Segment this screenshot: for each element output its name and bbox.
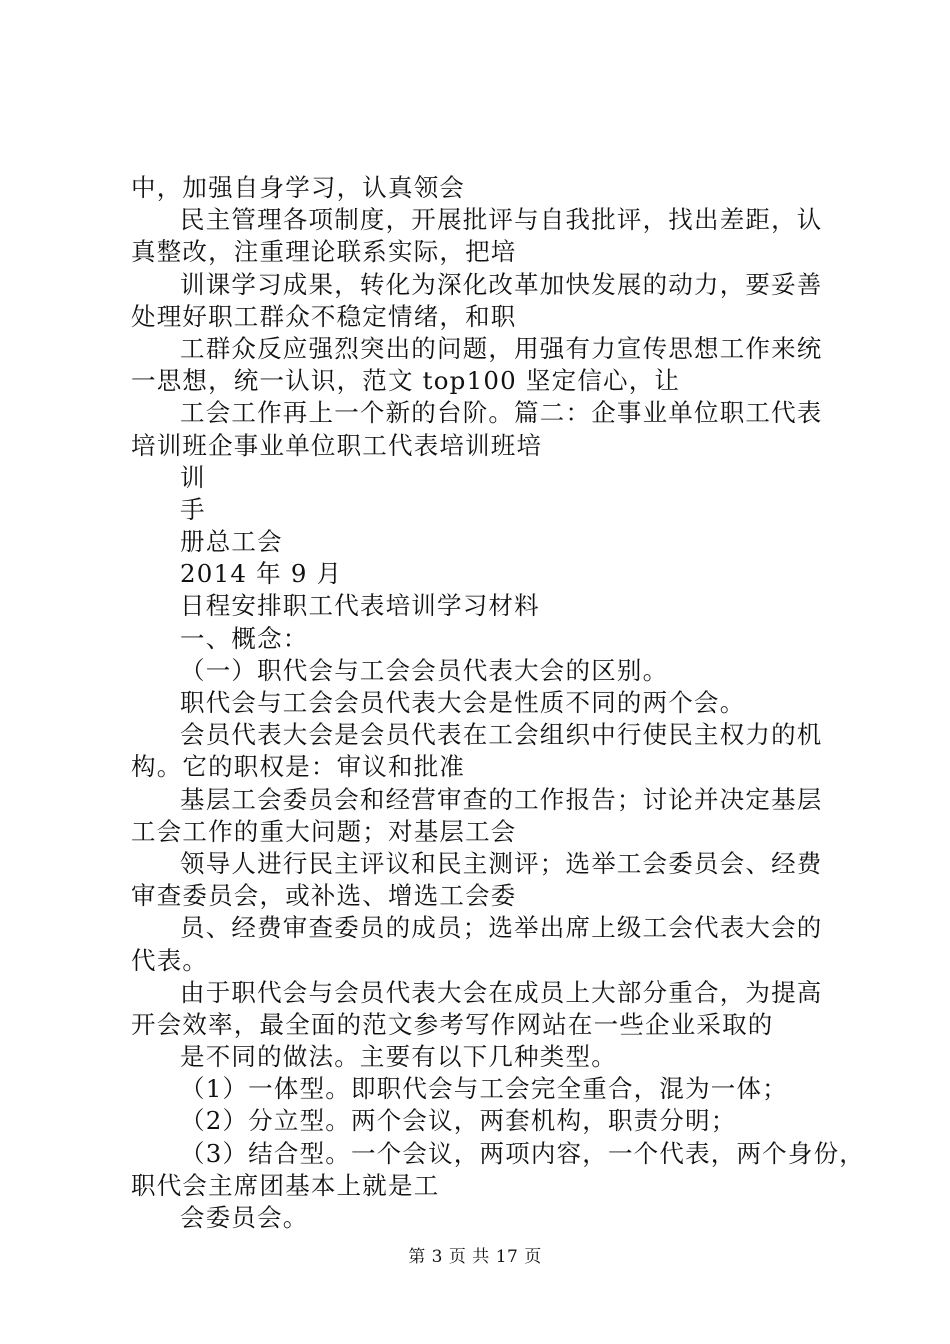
text-line: 手 — [180, 494, 206, 524]
text-line: 训 — [180, 462, 206, 492]
text-line: 会员代表大会是会员代表在工会组织中行使民主权力的机 — [180, 720, 823, 750]
text-line: 册总工会 — [180, 527, 283, 557]
text-line: 职代会与工会会员代表大会是性质不同的两个会。 — [180, 688, 746, 717]
document-body — [131, 172, 865, 1234]
text-line: 代表。 — [131, 945, 209, 975]
text-line: 真整改，注重理论联系实际，把培 — [131, 237, 517, 267]
text-line: 一、概念： — [180, 623, 309, 653]
text-line: 工会工作再上一个新的台阶。篇二：企事业单位职工代表 — [180, 398, 823, 428]
text-line: 一思想，统一认识，范文 top100 坚定信心，让 — [131, 366, 681, 396]
text-line: 培训班企事业单位职工代表培训班培 — [131, 430, 543, 460]
text-line: 工会工作的重大问题；对基层工会 — [131, 816, 517, 846]
text-line: 处理好职工群众不稳定情绪，和职 — [131, 301, 517, 331]
page-indicator: 第 3 页 共 17 页 — [408, 1247, 542, 1267]
text-line: （2）分立型。两个会议，两套机构，职责分明； — [180, 1106, 737, 1136]
text-line: 领导人进行民主评议和民主测评；选举工会委员会、经费 — [180, 848, 823, 878]
text-line: （3）结合型。一个会议，两项内容，一个代表，两个身份， — [180, 1138, 865, 1168]
text-line: 2014 年 9 月 — [180, 559, 343, 589]
text-line: 民主管理各项制度，开展批评与自我批评，找出差距，认 — [180, 205, 823, 235]
text-line: 员、经费审查委员的成员；选举出席上级工会代表大会的 — [180, 913, 823, 943]
text-line: 审查委员会，或补选、增选工会委 — [131, 881, 517, 911]
text-line: 开会效率，最全面的范文参考写作网站在一些企业采取的 — [131, 1009, 774, 1039]
text-line: （一）职代会与工会会员代表大会的区别。 — [180, 655, 669, 685]
text-line: 基层工会委员会和经营审查的工作报告；讨论并决定基层 — [180, 784, 823, 814]
text-line: 由于职代会与会员代表大会在成员上大部分重合，为提高 — [180, 977, 823, 1007]
text-line: 构。它的职权是：审议和批准 — [131, 752, 466, 782]
text-line: 是不同的做法。主要有以下几种类型。 — [180, 1042, 617, 1072]
text-line: （1）一体型。即职代会与工会完全重合，混为一体； — [180, 1074, 788, 1104]
text-line: 训课学习成果，转化为深化改革加快发展的动力，要妥善 — [180, 269, 823, 299]
text-line: 中，加强自身学习，认真领会 — [131, 173, 466, 202]
text-line: 日程安排职工代表培训学习材料 — [180, 591, 540, 621]
text-line: 职代会主席团基本上就是工 — [131, 1170, 440, 1200]
text-line: 工群众反应强烈突出的问题，用强有力宣传思想工作来统 — [180, 333, 823, 363]
text-line: 会委员会。 — [180, 1203, 309, 1232]
